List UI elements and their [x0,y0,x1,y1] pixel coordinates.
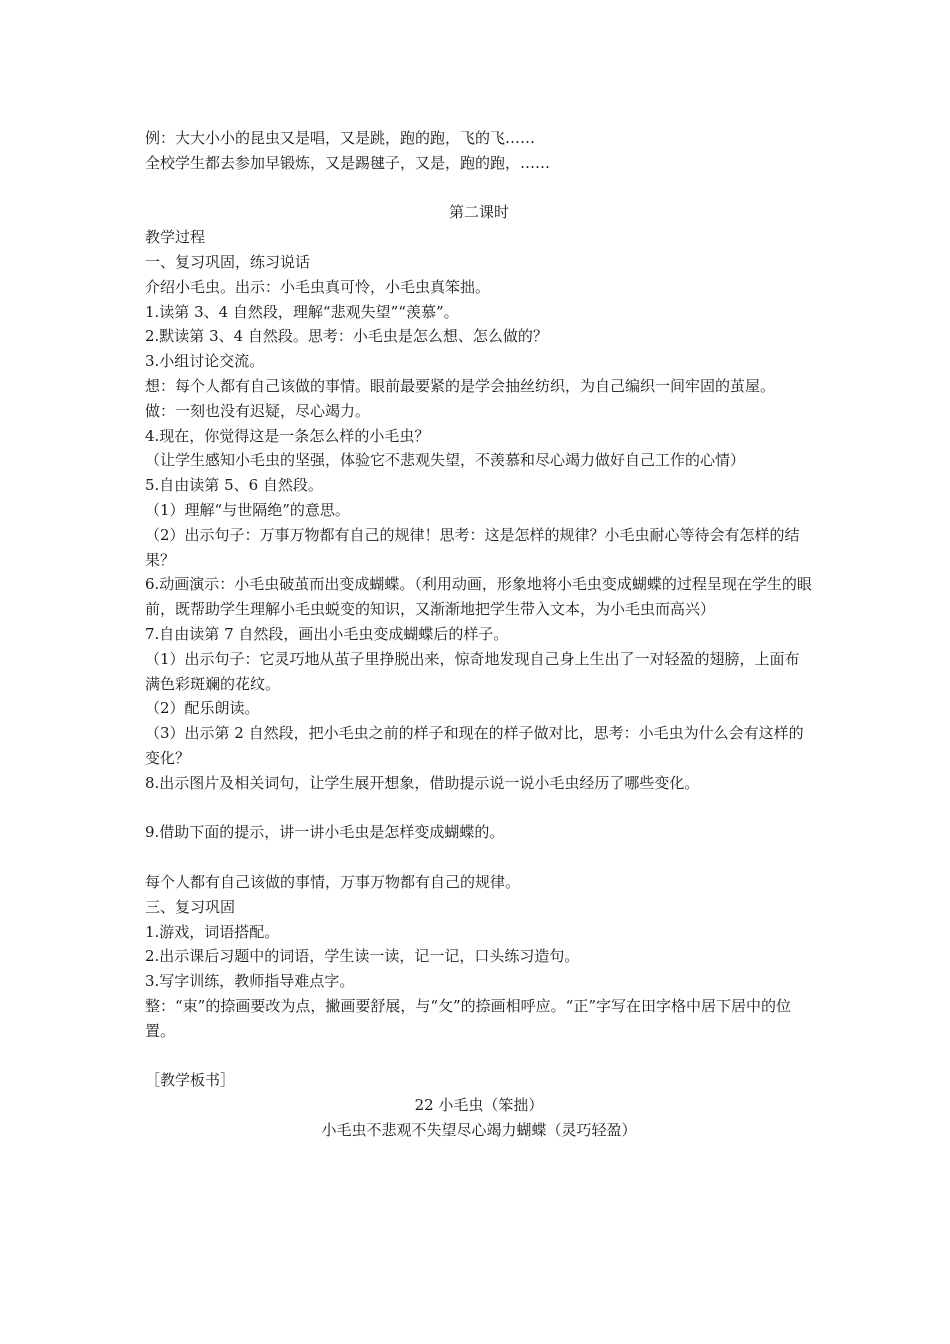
board-line: 小毛虫不悲观不失望尽心竭力蝴蝶（灵巧轻盈） [321,1120,637,1139]
paragraph: 5.自由读第 5、6 自然段。 [145,476,323,495]
paragraph: 一、复习巩固，练习说话 [145,252,311,271]
paragraph: 2.默读第 3、4 自然段。思考：小毛虫是怎么想、怎么做的？ [145,327,548,346]
example-line-1: 例：大大小小的昆虫又是唱，又是跳，跑的跑，飞的飞…… [145,129,536,147]
section-title: 第二课时 [448,203,509,222]
paragraph: 整：“束”的捺画要改为点，撇画要舒展，与“攵”的捺画相呼应。“正”字写在田字格中居下居中的位置。 [145,996,792,1040]
paragraph: 2.出示课后习题中的词语，学生读一读，记一记，口头练习造句。 [145,947,580,966]
spacer [145,845,813,870]
paragraph: 三、复习巩固 [145,897,236,916]
paragraph: （让学生感知小毛虫的坚强，体验它不悲观失望，不羡慕和尽心竭力做好自己工作的心情） [145,451,746,470]
spacer [145,176,813,201]
paragraph-item-9: 9.借助下面的提示，讲一讲小毛虫是怎样变成蝴蝶的。 [145,823,505,842]
paragraph: 介绍小毛虫。出示：小毛虫真可怜，小毛虫真笨拙。 [145,277,491,296]
spacer [145,1043,813,1068]
paragraph: 想：每个人都有自己该做的事情。眼前最要紧的是学会抽丝纺织，为自己编织一间牢固的茧屋。 [145,376,776,395]
paragraph: （1）理解“与世隔绝”的意思。 [145,500,350,519]
board-label: ［教学板书］ [145,1071,236,1090]
paragraph: 4.现在，你觉得这是一条怎么样的小毛虫？ [145,426,430,445]
paragraph: （1）出示句子：它灵巧地从茧子里挣脱出来，惊奇地发现自己身上生出了一对轻盈的翅膀，上面布满色彩斑斓的花纹。 [145,649,800,693]
paragraph: 教学过程 [145,228,206,247]
example-line-2: 全校学生都去参加早锻炼，又是踢毽子，又是，跑的跑，…… [145,153,551,172]
spacer [145,796,813,821]
paragraph: 做：一刻也没有迟疑，尽心竭力。 [145,401,371,420]
paragraph: （3）出示第 2 自然段，把小毛虫之前的样子和现在的样子做对比，思考：小毛虫为什么会有这样的变化？ [145,724,804,767]
paragraph: 8.出示图片及相关词句，让学生展开想象，借助提示说一说小毛虫经历了哪些变化。 [145,773,700,792]
paragraph: 1.读第 3、4 自然段，理解“悲观失望”“羡慕”。 [145,302,459,321]
paragraph: 3.写字训练，教师指导难点字。 [145,972,355,991]
paragraph: 每个人都有自己该做的事情，万事万物都有自己的规律。 [145,872,521,891]
paragraph: 1.游戏，词语搭配。 [145,922,280,941]
paragraph: 7.自由读第 7 自然段，画出小毛虫变成蝴蝶后的样子。 [145,624,509,643]
board-title: 22 小毛虫（笨拙） [414,1096,544,1115]
paragraph: （2）配乐朗读。 [145,699,260,718]
paragraph: 6.动画演示：小毛虫破茧而出变成蝴蝶。（利用动画，形象地将小毛虫变成蝴蝶的过程呈现在学生的眼前，既帮助学生理解小毛虫蜕变的知识，又渐渐地把学生带入文本，为小毛虫而高兴） [145,575,812,619]
paragraph: （2）出示句子：万事万物都有自己的规律！思考：这是怎样的规律？小毛虫耐心等待会有怎样的结果？ [145,525,800,569]
paragraph: 3.小组讨论交流。 [145,352,265,371]
document-content [145,126,813,1143]
